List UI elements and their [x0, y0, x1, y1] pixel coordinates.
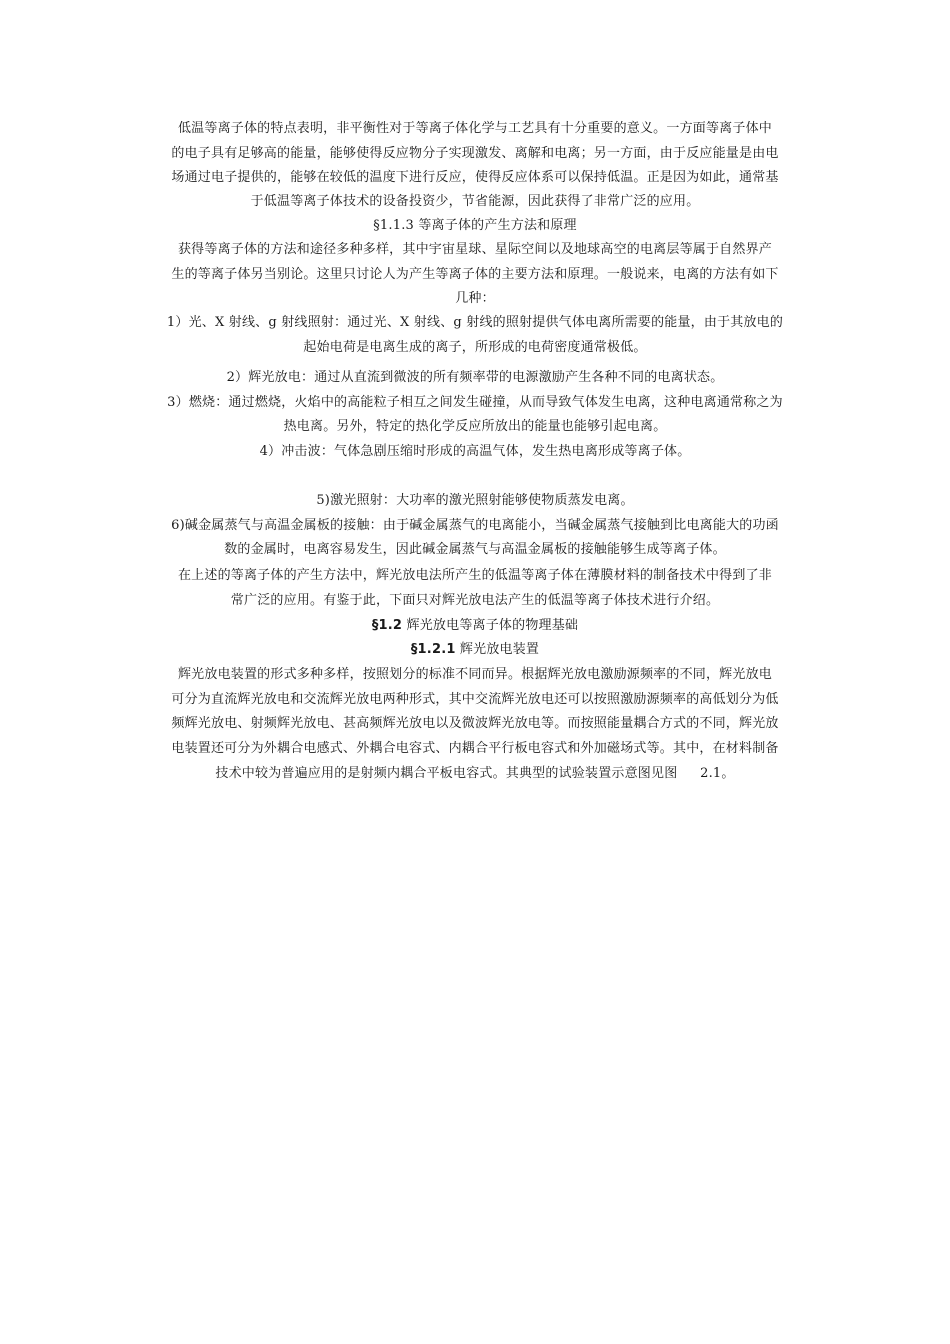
intro-line-1: 低温等离子体的特点表明，非平衡性对于等离子体化学与工艺具有十分重要的意义。一方面等离子体中 [177, 121, 772, 136]
device-line-1: 辉光放电装置的形式多种多样，按照划分的标准不同而异。根据辉光放电激励源频率的不同，辉光放电 [177, 667, 772, 682]
item-5: 5)激光照射：大功率的激光照射能够使物质蒸发电离。 [316, 493, 634, 508]
intro-line-4: 于低温等离子体技术的设备投资少，节省能源，因此获得了非常广泛的应用。 [250, 194, 700, 209]
item-4: 4）冲击波：气体急剧压缩时形成的高温气体，发生热电离形成等离子体。 [259, 444, 691, 459]
section-121-title: 辉光放电装置 [459, 642, 540, 657]
item-1-line-1: 1）光、X 射线、g 射线照射：通过光、X 射线、g 射线的照射提供气体电离所需要的能量，由于其放电的 [166, 315, 784, 330]
item-3-line-1: 3）燃烧：通过燃烧，火焰中的高能粒子相互之间发生碰撞，从而导致气体发生电离，这种电离通常称之为 [167, 395, 783, 410]
summary-line-1: 在上述的等离子体的产生方法中，辉光放电法所产生的低温等离子体在薄膜材料的制备技术中得到了非 [177, 568, 772, 583]
device-line-3: 频辉光放电、射频辉光放电、甚高频辉光放电以及微波辉光放电等。而按照能量耦合方式的不同，辉光放 [171, 716, 779, 731]
methods-line-1: 获得等离子体的方法和途径多种多样，其中宇宙星球、星际空间以及地球高空的电离层等属于自然界产 [177, 242, 772, 257]
device-line-5 [0, 762, 950, 786]
device-line-5-text: 技术中较为普遍应用的是射频内耦合平板电容式。其典型的试验装置示意图见图 [215, 766, 678, 781]
section-113-heading [0, 214, 950, 238]
device-line-2: 可分为直流辉光放电和交流辉光放电两种形式，其中交流辉光放电还可以按照激励源频率的高低划分为低 [171, 692, 779, 707]
section-113-title: 等离子体的产生方法和原理 [418, 218, 577, 233]
section-121-number: §1.2.1 [410, 642, 456, 657]
section-12-heading [0, 614, 950, 638]
device-line-4: 电装置还可分为外耦合电感式、外耦合电容式、内耦合平行板电容式和外加磁场式等。其中，在材料制备 [171, 741, 779, 756]
intro-line-2: 的电子具有足够高的能量，能够使得反应物分子实现激发、离解和电离；另一方面，由于反应能量是由电 [171, 146, 779, 161]
methods-line-2: 生的等离子体另当别论。这里只讨论人为产生等离子体的主要方法和原理。一般说来，电离的方法有如下 [171, 267, 779, 282]
section-12-number: §1.2 [371, 618, 403, 633]
item-2: 2）辉光放电：通过从直流到微波的所有频率带的电源激励产生各种不同的电离状态。 [226, 370, 724, 385]
item-3-line-2: 热电离。另外，特定的热化学反应所放出的能量也能够引起电离。 [283, 419, 667, 434]
summary-line-2: 常广泛的应用。有鉴于此，下面只对辉光放电法产生的低温等离子体技术进行介绍。 [230, 593, 720, 608]
section-113-number: §1.1.3 [373, 218, 415, 233]
figure-reference: 2.1。 [700, 766, 735, 781]
item-6-line-1: 6)碱金属蒸气与高温金属板的接触：由于碱金属蒸气的电离能小，当碱金属蒸气接触到比电离能大的功函 [171, 518, 779, 533]
methods-line-3: 几种： [455, 291, 495, 306]
item-6-line-2: 数的金属时，电离容易发生，因此碱金属蒸气与高温金属板的接触能够生成等离子体。 [224, 542, 726, 557]
intro-line-3: 场通过电子提供的，能够在较低的温度下进行反应，使得反应体系可以保持低温。正是因为如此，通常基 [171, 170, 779, 185]
item-1-line-2: 起始电荷是电离生成的离子，所形成的电荷密度通常极低。 [303, 340, 647, 355]
section-121-heading [0, 638, 950, 662]
section-12-title: 辉光放电等离子体的物理基础 [406, 618, 579, 633]
